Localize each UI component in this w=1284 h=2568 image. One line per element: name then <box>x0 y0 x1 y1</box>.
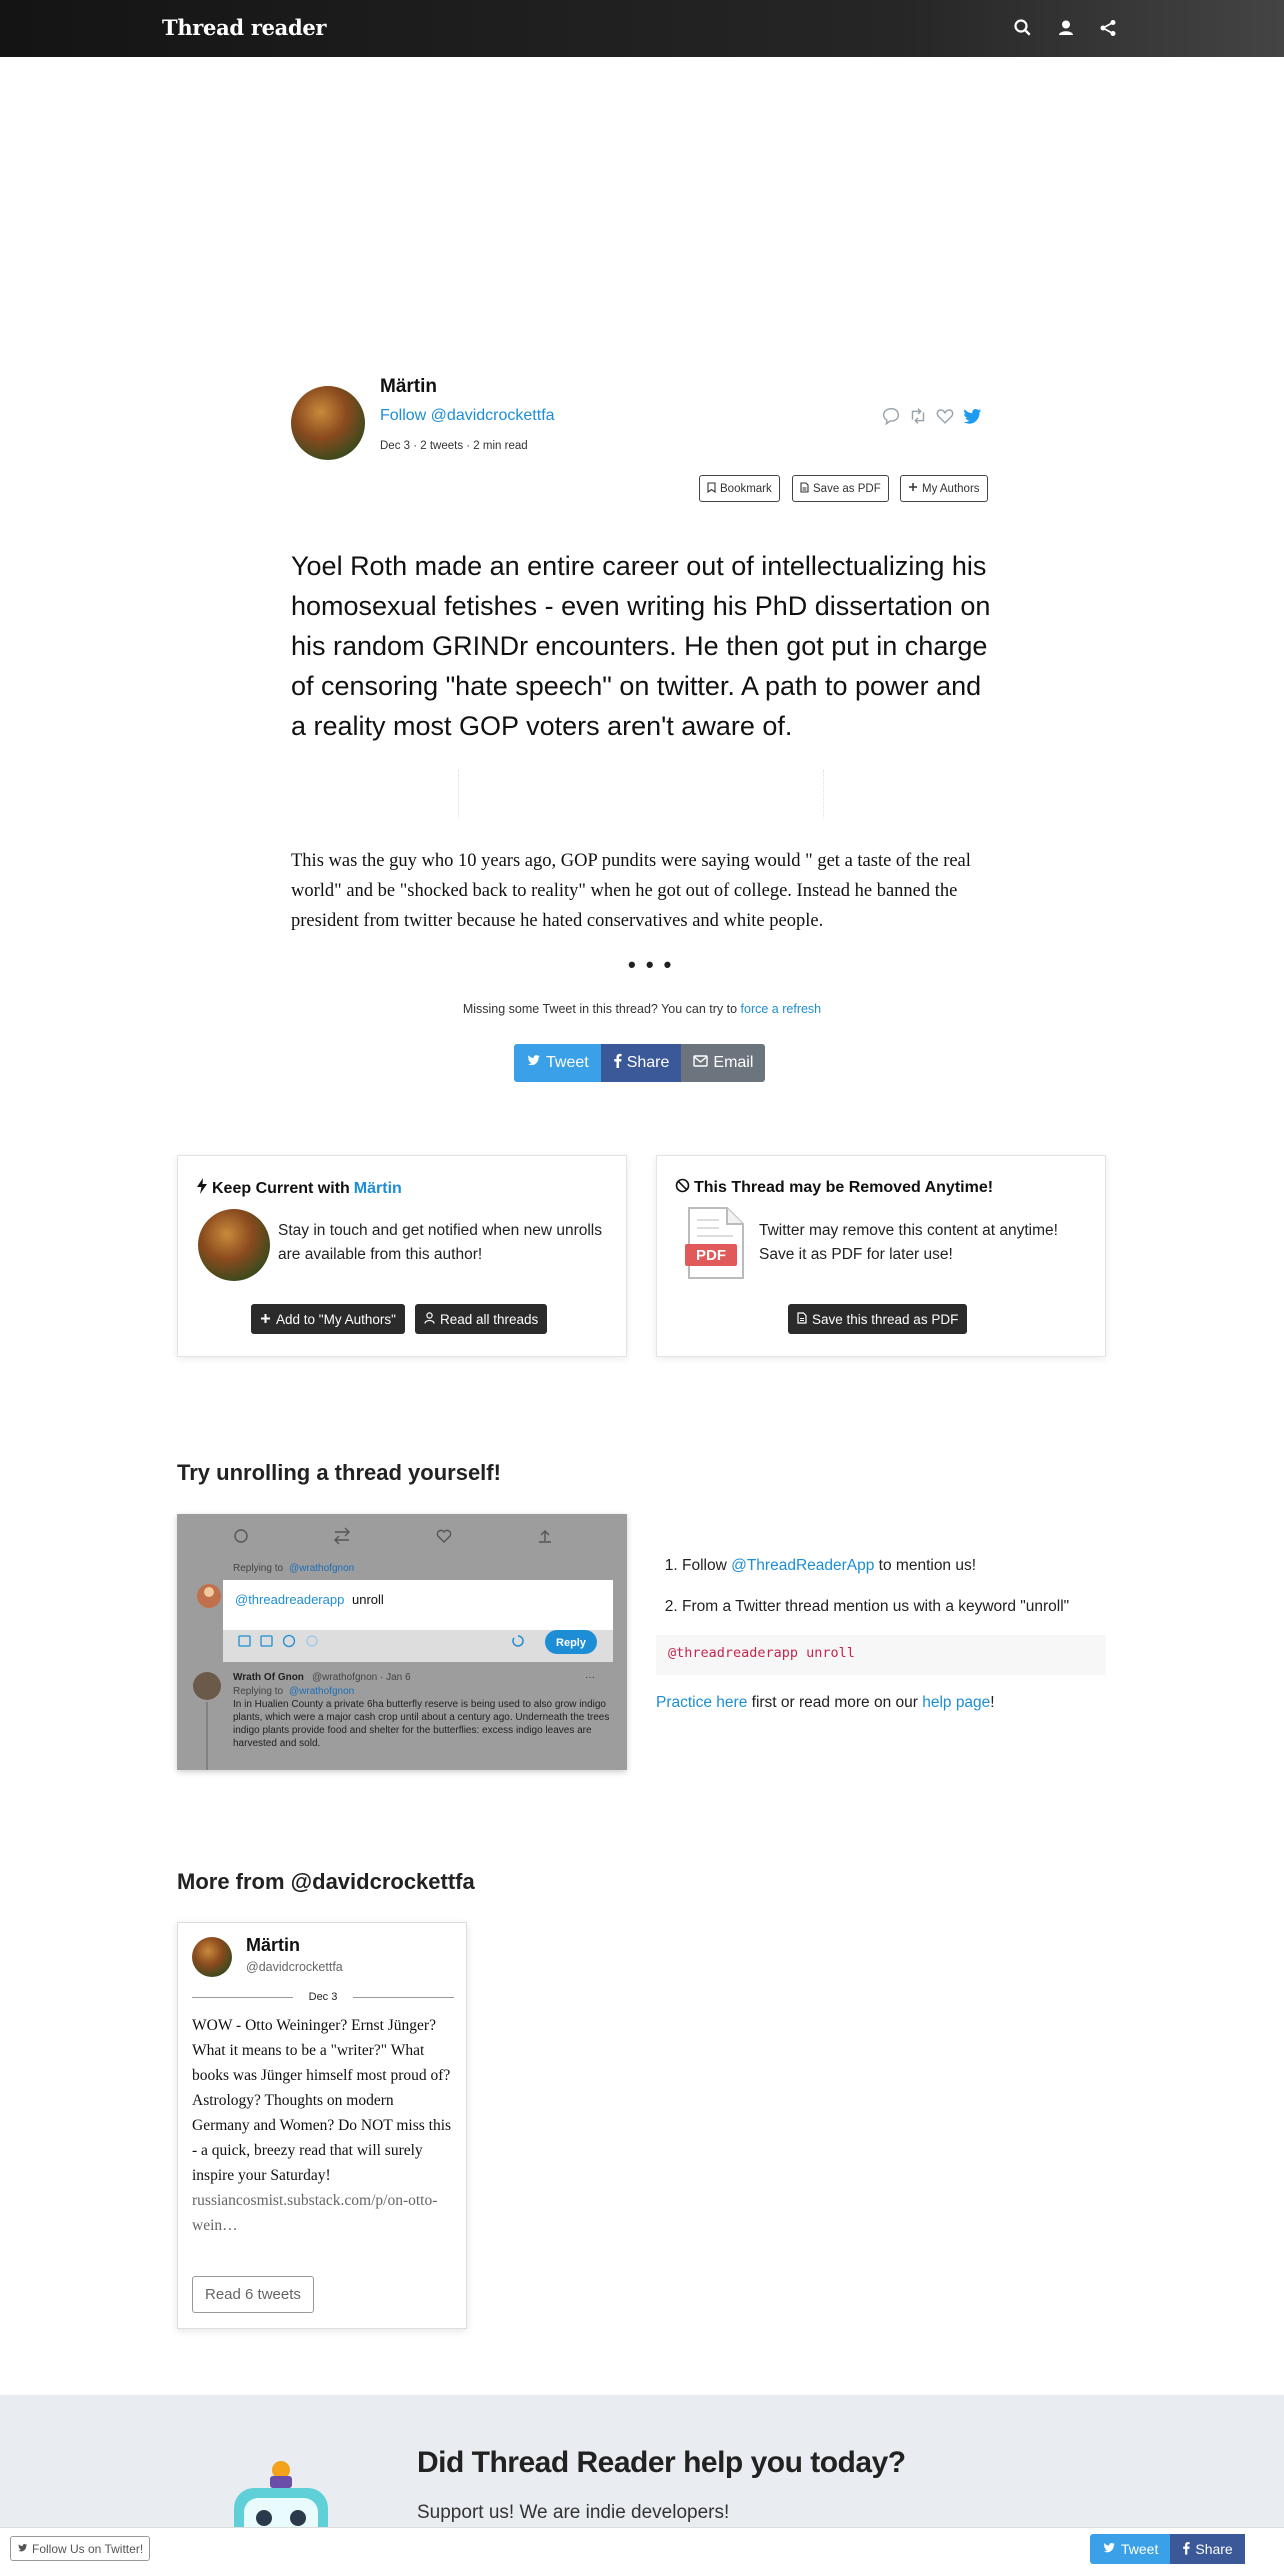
divider-line-left <box>192 1997 293 1998</box>
retweet-icon[interactable] <box>907 405 929 427</box>
envelope-icon <box>693 1054 708 1072</box>
follow-us-button[interactable] <box>10 2536 150 2561</box>
my-authors-button[interactable] <box>900 475 988 502</box>
follow-author-link[interactable]: Follow @davidcrockettfa <box>380 407 555 424</box>
plus-icon <box>908 482 918 495</box>
tweet-share-label: Tweet <box>546 1054 589 1071</box>
tweet-share-button[interactable] <box>514 1044 601 1082</box>
step1-prefix: Follow <box>682 1557 732 1574</box>
bookmark-label: Bookmark <box>720 482 772 495</box>
bookmark-button[interactable] <box>699 475 780 502</box>
demo-tweet-handle: @wrathofgnon · Jan 6 <box>312 1672 411 1683</box>
add-to-my-authors-button[interactable] <box>251 1304 405 1334</box>
demo-tweet-body: In in Hualien County a private 6ha butterfly reserve is being used to also grow indigo plants, which were a major cash crop until about a century ago. Underneath the trees indigo plants provide food and shelter for the butterflies: excess indigo leaves are harvested and sold. <box>233 1699 610 1749</box>
step1-suffix: to mention us! <box>874 1557 977 1574</box>
more-thread-card[interactable] <box>177 1922 467 2329</box>
bolt-icon <box>196 1178 208 1199</box>
bottom-facebook-button[interactable] <box>1170 2534 1244 2564</box>
keep-current-title <box>196 1178 402 1199</box>
like-icon[interactable] <box>934 405 956 427</box>
bookmark-icon <box>707 482 716 496</box>
media-placeholder <box>458 770 824 818</box>
twitter-bird-icon[interactable] <box>961 405 983 427</box>
facebook-icon <box>1182 2541 1190 2558</box>
more-author-handle: @davidcrockettfa <box>246 1960 343 1974</box>
facebook-share-label: Share <box>626 1054 670 1071</box>
user-icon <box>424 1312 435 1327</box>
more-author-name: Märtin <box>246 1935 300 1955</box>
twitter-icon <box>526 1054 541 1072</box>
unroll-steps <box>660 1556 1100 1638</box>
practice-mid: first or read more on our <box>747 1694 923 1711</box>
divider-line-right <box>353 1997 454 1998</box>
brand-logo[interactable]: Thread reader <box>162 15 327 40</box>
more-date-divider <box>192 1989 454 2005</box>
user-icon[interactable] <box>1054 16 1078 40</box>
keep-current-author-link[interactable]: Märtin <box>353 1179 402 1197</box>
file-pdf-icon <box>797 1312 807 1327</box>
more-from-heading: More from @davidcrockettfa <box>177 1869 475 1894</box>
email-share-button[interactable] <box>681 1044 765 1082</box>
keep-current-text: Stay in touch and get notified when new unrolls are available from this author! <box>278 1222 602 1263</box>
removal-title-text: This Thread may be Removed Anytime! <box>694 1179 994 1196</box>
threadreaderapp-link[interactable]: @ThreadReaderApp <box>731 1557 875 1574</box>
save-thread-pdf-label: Save this thread as PDF <box>812 1311 959 1327</box>
more-thread-text <box>192 2013 454 2238</box>
add-to-my-authors-label: Add to "My Authors" <box>276 1311 396 1327</box>
demo-more-icon: ··· <box>585 1672 595 1683</box>
author-avatar[interactable] <box>291 386 365 460</box>
reply-icon[interactable] <box>880 405 902 427</box>
thread-meta: Dec 3 · 2 tweets · 2 min read <box>380 440 528 452</box>
demo-replying-label: Replying to <box>233 1563 284 1574</box>
unroll-step-1 <box>682 1556 1100 1576</box>
more-thread-link[interactable]: russiancosmist.substack.com/p/on-otto-wein… <box>192 2192 438 2234</box>
my-authors-label: My Authors <box>922 482 980 495</box>
practice-end: ! <box>990 1694 995 1711</box>
bottom-tweet-label: Tweet <box>1121 2541 1159 2557</box>
read-all-threads-button[interactable] <box>415 1304 547 1334</box>
share-button-group <box>514 1044 765 1082</box>
facebook-share-button[interactable] <box>601 1044 682 1082</box>
force-refresh-link[interactable]: force a refresh <box>740 1002 822 1016</box>
keep-current-title-prefix: Keep Current with <box>212 1179 350 1197</box>
read-all-threads-label: Read all threads <box>440 1311 539 1327</box>
thread-end-ellipsis: • • • <box>628 952 674 977</box>
demo-replying-handle-2: @wrathofgnon <box>289 1686 355 1697</box>
more-thread-date: Dec 3 <box>308 1991 338 2003</box>
demo-tweet-author: Wrath Of Gnon <box>233 1672 304 1683</box>
save-thread-pdf-button[interactable] <box>788 1304 967 1334</box>
removal-title <box>675 1178 993 1198</box>
removal-text: Twitter may remove this content at anytime! Save it as PDF for later use! <box>759 1222 1058 1263</box>
demo-compose-mention: @threadreaderapp <box>235 1592 345 1607</box>
sticky-bottom-bar <box>0 2527 1284 2568</box>
promo-title: Did Thread Reader help you today? <box>417 2446 906 2479</box>
bottom-share-group <box>1090 2534 1245 2564</box>
keep-current-card <box>177 1155 627 1357</box>
file-pdf-icon <box>800 482 809 496</box>
thread-tweet-1: Yoel Roth made an entire career out of intellectualizing his homosexual fetishes - even writing his PhD dissertation on his random GRINDr encounters. He then got put in charge of censoring "hate speech" on twitter. A path to power and a reality most GOP voters aren't aware of. <box>291 551 991 741</box>
demo-screenshot <box>177 1514 627 1770</box>
save-as-pdf-label: Save as PDF <box>813 482 881 495</box>
missing-tweet-notice <box>0 1002 1284 1016</box>
pdf-file-icon <box>683 1206 747 1280</box>
demo-replying-label-2: Replying to <box>233 1686 284 1697</box>
demo-reply-button-text: Reply <box>556 1637 586 1649</box>
unroll-step-2: 2. From a Twitter thread mention us with a keyword "unroll" <box>682 1597 1100 1617</box>
save-as-pdf-button[interactable] <box>792 475 889 502</box>
top-navbar <box>0 0 1284 57</box>
twitter-icon <box>1102 2541 1116 2557</box>
follow-us-label: Follow Us on Twitter! <box>32 2541 144 2556</box>
tweet-actions <box>880 405 983 427</box>
missing-tweet-text: Missing some Tweet in this thread? You can try to <box>462 1002 741 1016</box>
email-share-label: Email <box>713 1054 754 1071</box>
pdf-badge-text: PDF <box>696 1247 726 1264</box>
unroll-code-sample: @threadreaderapp unroll <box>656 1635 1106 1675</box>
thread-tweet-2: This was the guy who 10 years ago, GOP pundits were saying would " get a taste of the real world" and be "shocked back to reality" when he got out of college. Instead he banned the president from twitter because he hated conservatives and white people. <box>291 851 971 931</box>
search-icon[interactable] <box>1011 16 1035 40</box>
bottom-share-label: Share <box>1195 2541 1233 2557</box>
read-tweets-button[interactable]: Read 6 tweets <box>192 2276 314 2313</box>
ban-icon <box>675 1178 690 1198</box>
try-unrolling-heading: Try unrolling a thread yourself! <box>177 1460 501 1485</box>
keep-current-avatar <box>198 1209 270 1281</box>
help-page-link[interactable]: help page <box>922 1694 991 1711</box>
demo-replying-handle: @wrathofgnon <box>289 1563 355 1574</box>
plus-icon <box>260 1312 271 1327</box>
unroll-demo-image <box>177 1514 627 1770</box>
practice-here-link[interactable]: Practice here <box>656 1694 748 1711</box>
thread-removal-card <box>656 1155 1106 1357</box>
bottom-tweet-button[interactable] <box>1090 2534 1170 2564</box>
share-icon[interactable] <box>1096 16 1120 40</box>
more-thread-body: WOW - Otto Weininger? Ernst Jünger? What it means to be a "writer?" What books was Jünger himself most proud of? Astrology? Thoughts on modern Germany and Women? Do NOT miss this - a quick, breezy read that will surely inspire your Saturday! <box>192 2017 452 2184</box>
twitter-icon <box>17 2542 28 2556</box>
facebook-icon <box>613 1053 622 1073</box>
practice-line <box>656 1694 995 1712</box>
author-name: Märtin <box>380 376 437 397</box>
more-author-avatar <box>192 1937 232 1977</box>
promo-subtitle: Support us! We are indie developers! <box>417 2502 730 2523</box>
demo-compose-word: unroll <box>352 1592 384 1607</box>
